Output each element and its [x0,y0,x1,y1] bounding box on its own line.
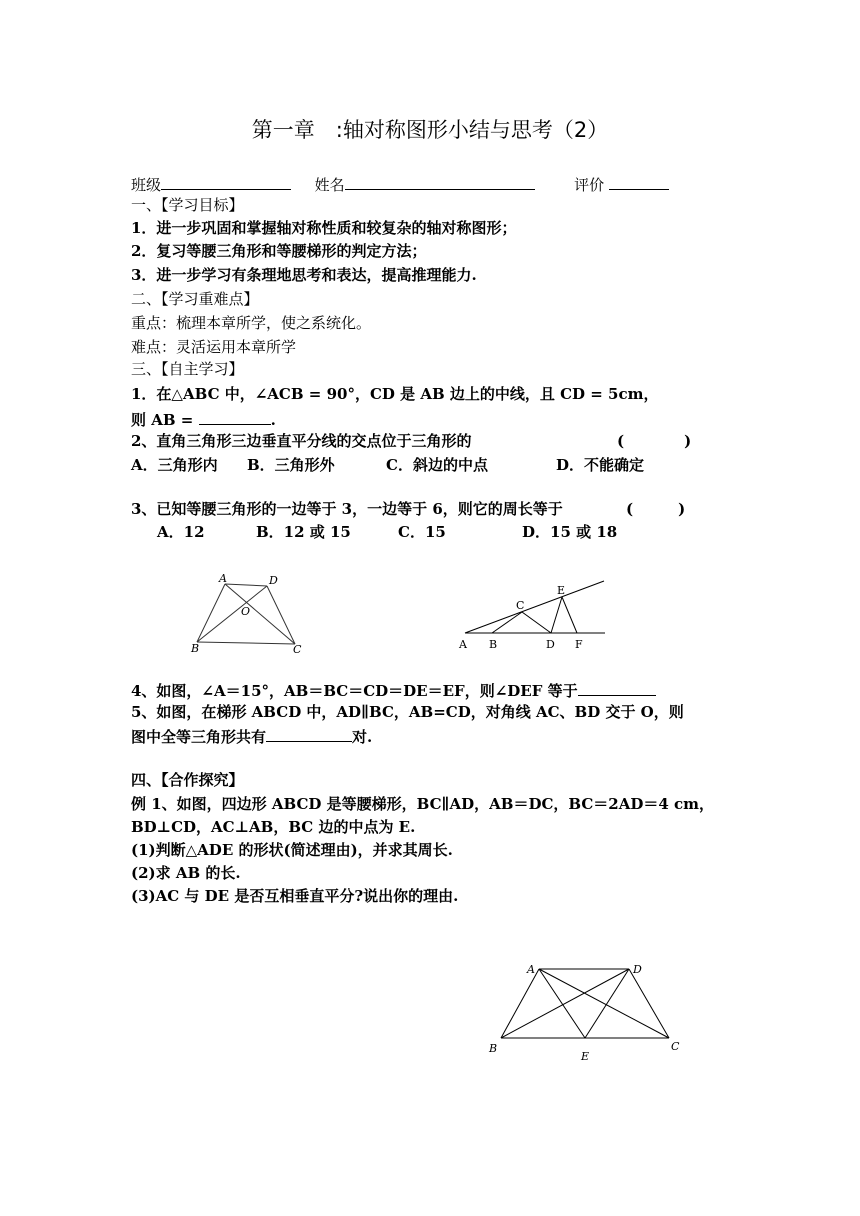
q5-row-2 [131,724,372,748]
goal-item-3: 3．进一步学习有条理地思考和表达，提高推理能力. [131,266,477,284]
q3-text: 3、已知等腰三角形的一边等于 3，一边等于 6，则它的周长等于 [131,500,563,518]
fig2-label-f: F [575,638,583,651]
goal-item-1: 1．进一步巩固和掌握轴对称性质和较复杂的轴对称图形； [131,219,517,237]
fig2-label-b: B [489,638,498,651]
name-blank[interactable] [345,172,535,190]
q1-answer-blank[interactable] [199,407,271,425]
fig2-label-c: C [516,599,525,612]
q3-option-b: B．12 或 15 [256,523,351,541]
q3-option-c: C．15 [398,523,446,541]
q2-option-a: A．三角形内 [131,456,218,474]
fig1-label-c: C [293,643,302,656]
q1-answer-row: 则 AB = . [131,407,276,431]
q5-answer-blank[interactable] [266,724,352,742]
fig2-label-d: D [546,638,555,651]
q4-text: 4、如图，∠A＝15°，AB＝BC＝CD＝DE＝EF，则∠DEF 等于 [131,682,578,700]
ex1-question-3: (3)AC 与 DE 是否互相垂直平分?说出你的理由. [131,887,459,905]
section-selfstudy-heading: 三、【自主学习】 [131,360,244,378]
fig1-label-a: A [219,572,227,585]
fig3-label-c: C [671,1040,680,1053]
trapezoid-figure-small [185,570,315,660]
q1-text: 1．在△ABC 中，∠ACB = 90°，CD 是 AB 边上的中线，且 CD = 5cm， [131,385,659,403]
q4-row [131,678,656,702]
key-point: 重点：梳理本章所学，使之系统化。 [131,314,372,332]
q3-option-d: D．15 或 18 [522,523,618,541]
q4-answer-blank[interactable] [578,678,656,696]
goal-item-2: 2．复习等腰三角形和等腰梯形的判定方法； [131,242,427,260]
class-blank[interactable] [161,172,291,190]
eval-blank[interactable] [609,172,669,190]
q5-text-1: 5、如图，在梯形 ABCD 中，AD∥BC，AB=CD，对角线 AC、BD 交于 O，则 [131,703,684,721]
fig2-label-e: E [557,584,566,597]
q3-option-a: A．12 [157,523,205,541]
name-label: 姓名 [314,176,345,194]
fig3-label-d: D [633,963,642,976]
q2-option-d: D．不能确定 [556,456,645,474]
q2-option-c: C．斜边的中点 [386,456,488,474]
fig3-label-e: E [581,1050,590,1063]
q2-option-b: B．三角形外 [247,456,335,474]
fig1-label-d: D [269,574,278,587]
info-row [131,172,669,196]
difficult-point: 难点：灵活运用本章所学 [131,338,297,356]
q2-paren: ( ) [617,432,692,450]
fig1-label-o: O [241,605,251,618]
page-title: 第一章 :轴对称图形小结与思考（2） [251,118,609,142]
ex1-question-2: (2)求 AB 的长. [131,864,241,882]
q3-paren: ( ) [626,500,686,518]
fig2-label-a: A [459,638,467,651]
isosceles-trapezoid-figure [485,955,695,1065]
ex1-line-2: BD⊥CD，AC⊥AB，BC 边的中点为 E. [131,818,416,836]
q2-text: 2、直角三角形三边垂直平分线的交点位于三角形的 [131,432,472,450]
fig3-label-b: B [489,1042,498,1055]
q5-text-2: 图中全等三角形共有 [131,728,267,746]
fig3-label-a: A [527,963,535,976]
eval-label: 评价 [574,176,605,194]
class-label: 班级 [131,176,162,194]
section-goals-heading: 一、【学习目标】 [131,196,244,214]
ex1-question-1: (1)判断△ADE 的形状(简述理由)，并求其周长. [131,841,453,859]
zigzag-angle-figure [455,578,615,653]
q1-answer-prefix: 则 AB = [131,411,199,429]
section-explore-heading: 四、【合作探究】 [131,771,244,789]
fig1-label-b: B [191,642,200,655]
ex1-line-1: 例 1、如图，四边形 ABCD 是等腰梯形，BC∥AD，AB＝DC，BC＝2AD＝4 cm， [131,795,715,813]
q5-text-2-end: 对. [352,728,373,746]
section-keypoints-heading: 二、【学习重难点】 [131,290,259,308]
